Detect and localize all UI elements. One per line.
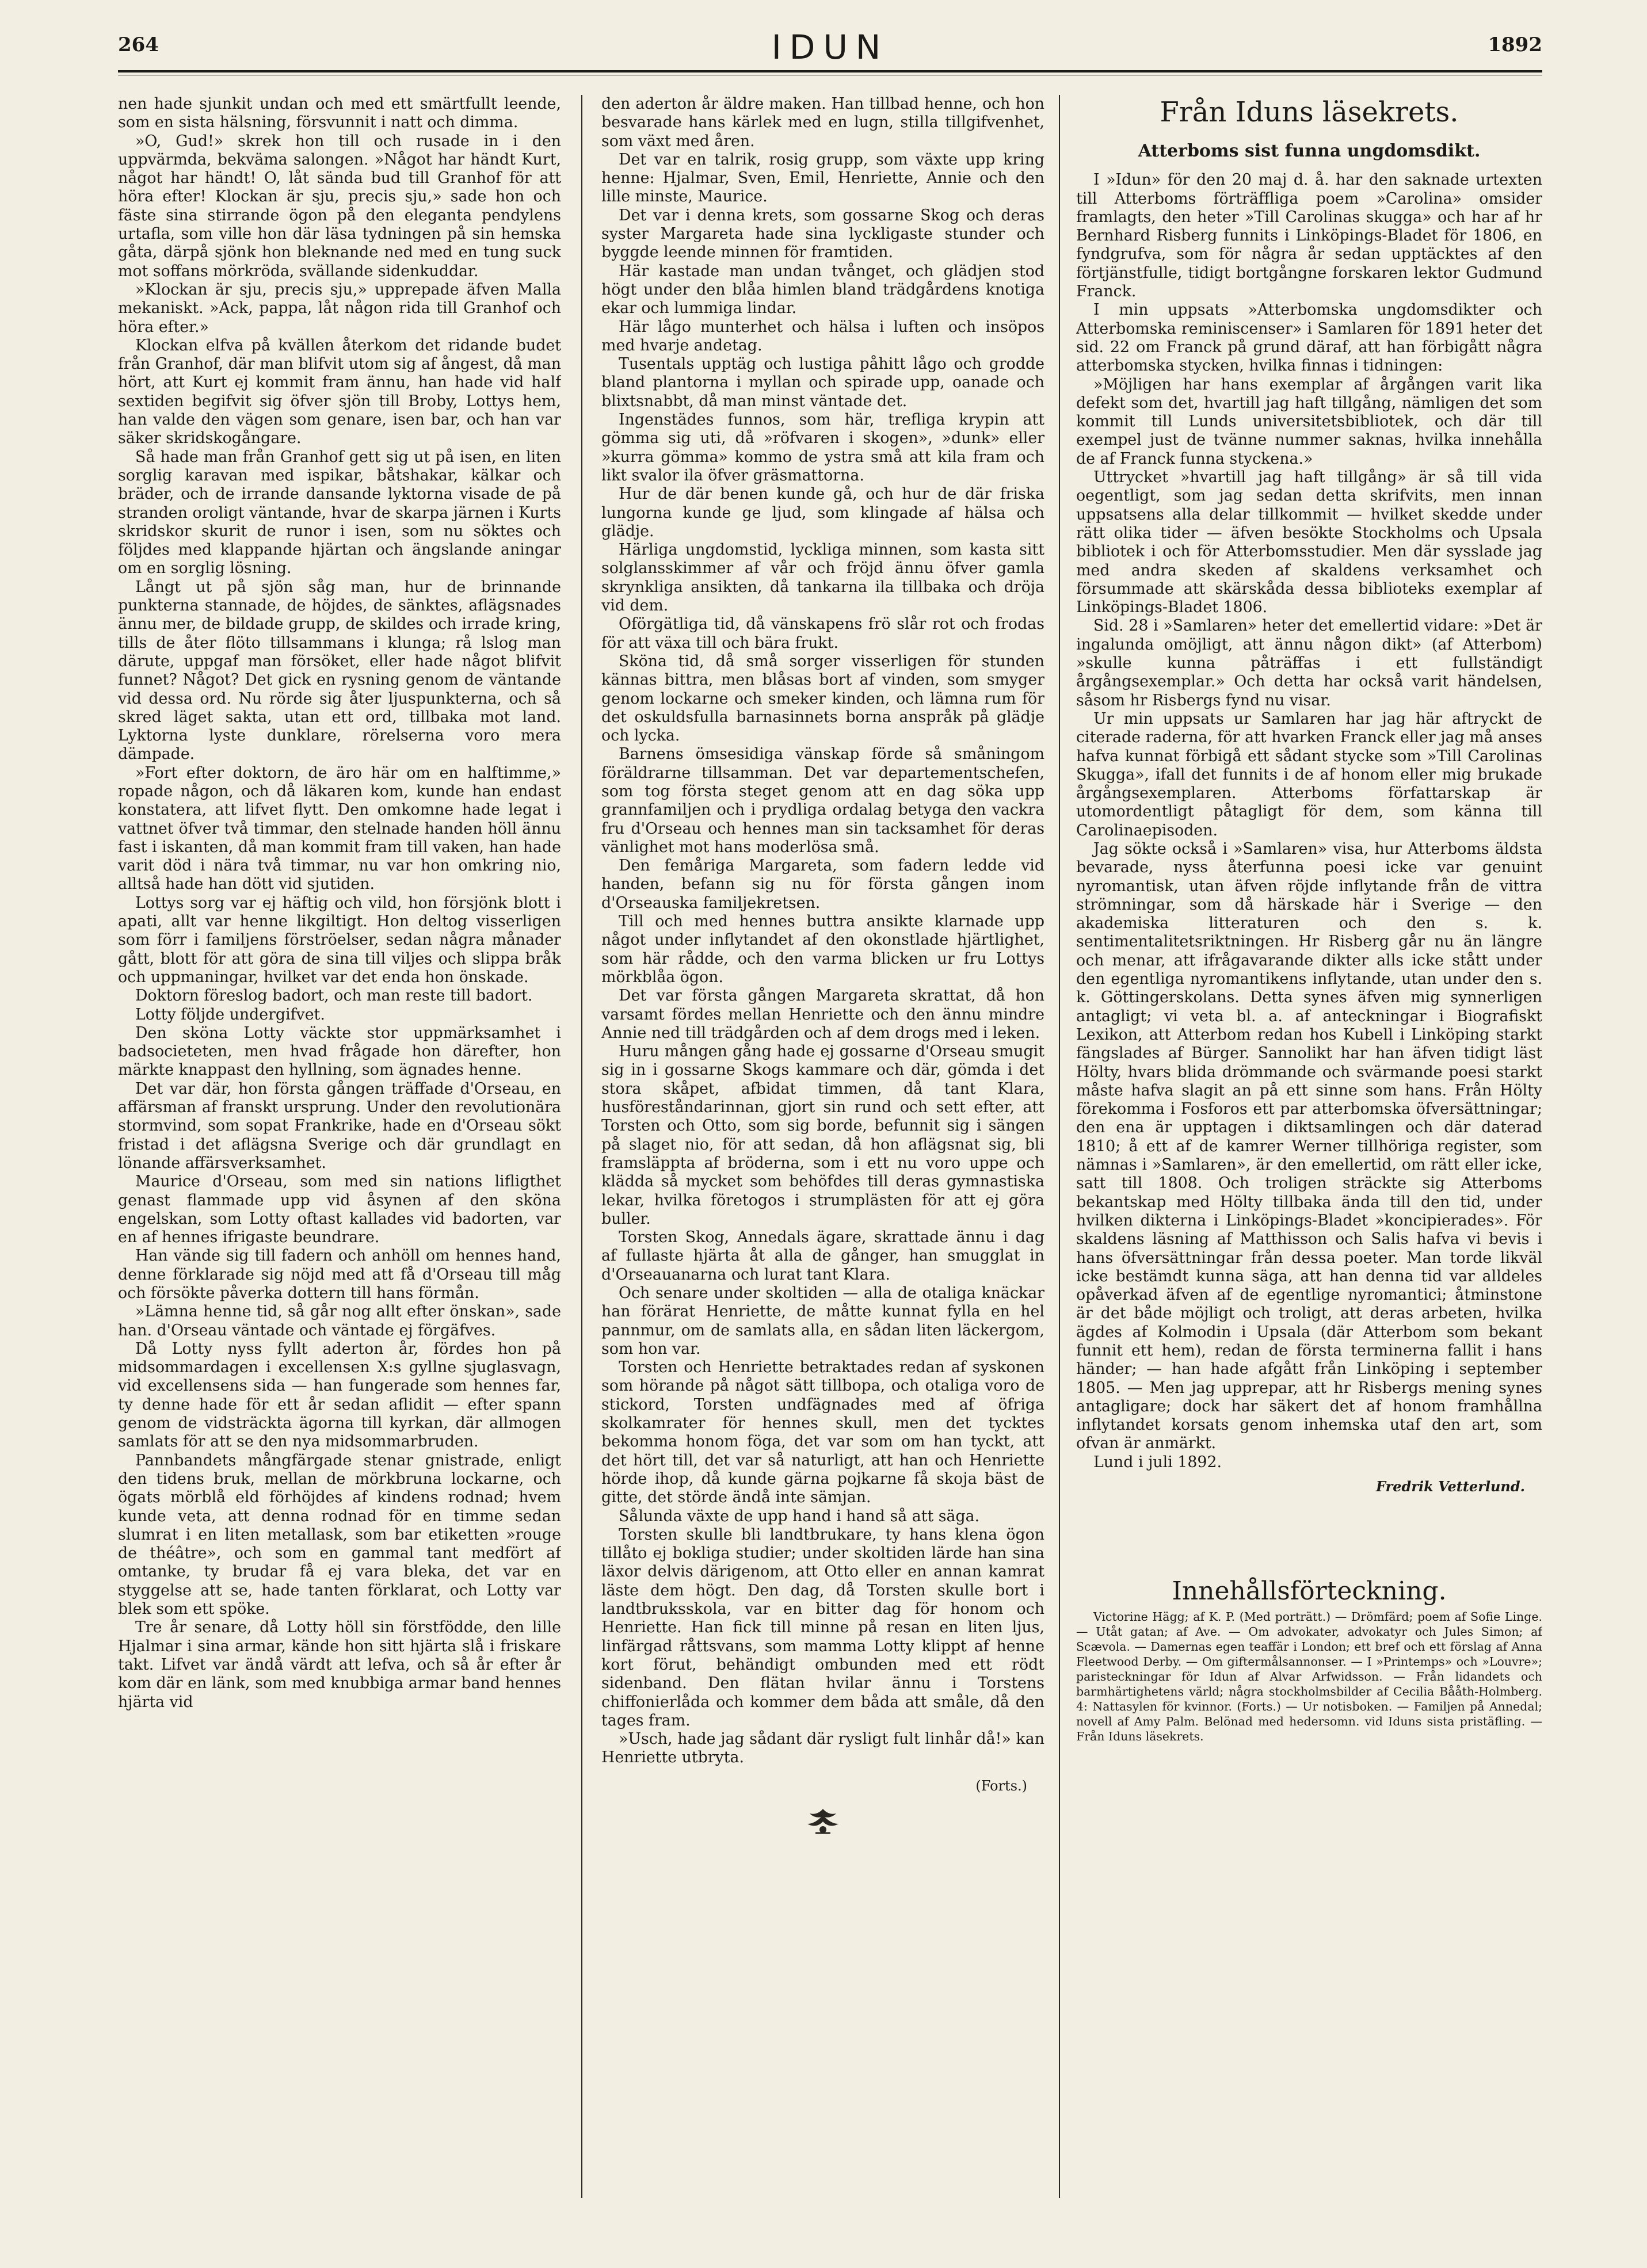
continued-note: (Forts.) — [975, 1777, 1027, 1794]
story-column-2-text — [601, 95, 1044, 1767]
paragraph: Det var där, hon första gången träffade d'Orseau, en affärsman af franskt ursprung. Under den revolutionära stormvind, som sopat Frankrike, hade en d'Orseau sökt fristad i det aflägsna Sverige och där grundlagt en lönande affärsverksamhet. — [118, 1079, 561, 1172]
paragraph: Jag sökte också i »Samlaren» visa, hur Atterboms äldsta bevarade, nyss återfunna poesi icke var genuint nyromantisk, utan äfven röjde inflytande från de vittra strömningar, som då härskade här i Sverige — den akademiska litteraturen och den s. k. sentimentalitetsriktningen. Hr Risberg går nu än längre och menar, att ifrågavarande dikter alls icke stått under den egentliga nyromantikens inflytande, utan under den s. k. Göttingerskolans. Detta synes äfven mig synnerligen antagligt; vi veta bl. a. af anteckningar i Biografiskt Lexikon, att Atterbom redan hos Kubell i Linköping starkt fängslades af Bürger. Sannolikt har han äfven tidigt läst Hölty, hvars blida drömmande och svärmande poesi starkt måste hafva slagit an på ett sinne som hans. Från Hölty förekomma i Fosforos ett par atterbomska öfversättningar; den ena är upptagen i diktsamlingen och där daterad 1810; å ett af de kamrer Werner tillhöriga register, som nämnas i »Samlaren», är den emellertid, om rätt eller icke, satt till 1808. Och troligen sträckte sig Atterboms bekantskap med Hölty tillbaka ända till den tid, under hvilken dikterna i Linköpings-Bladet »koncipierades». För skaldens läsning af Matthisson och Salis hafva vi bevis i hans öfversättningar från dessa poeter. Man torde likväl icke bestämdt kunna säga, att han denna tid var alldeles opåverkad äfven af de egentlige nyromantici; åtminstone är det både möjligt och troligt, att deras arbeten, hvilka ägdes af Kolmodin i Upsala (där Atterbom som bekant funnit ett hem), redan de första terminerna fallit i hans händer; — han hade afgått från Linköping i september 1805. — Men jag upprepar, att hr Risbergs mening synes antagligare; dock har säkert det af honom framhållna inflytandet korsats genom inhemska utaf den art, som ofvan är anmärkt. — [1076, 839, 1542, 1453]
paragraph: nen hade sjunkit undan och med ett smärtfullt leende, som en sista hälsning, försvunnit i natt och dimma. — [118, 95, 561, 132]
paragraph: Maurice d'Orseau, som med sin nations lifligthet genast flammade upp vid åsynen af den sköna engelskan, som Lotty oftast kallades vid badorten, var en af hennes ifrigaste beundrare. — [118, 1173, 561, 1247]
paragraph: Tre år senare, då Lotty höll sin förstfödde, den lille Hjalmar i sina armar, kände hon sitt hjärta slå i friskare takt. Lifvet var ändå värdt att lefva, och så år efter år kom där en länk, som med knubbiga armar band hennes hjärta vid — [118, 1618, 561, 1711]
paragraph: Pannbandets mångfärgade stenar gnistrade, enligt den tidens bruk, mellan de mörkbruna lockarne, och ögats mörblå eld förhöjdes af kindens rodnad; hvem kunde veta, att denna rodnad för en timme sedan slumrat i en liten metallask, som bar etiketten »rouge de théâtre», och som en gammal tant medfört af omtanke, ty brudar få ej vara bleka, det var en styggelse att se, hade tanten förklarat, och Lotty var blek som ett spöke. — [118, 1451, 561, 1618]
author-signature: Fredrik Vetterlund. — [1376, 1478, 1525, 1495]
paragraph: Tusentals upptäg och lustiga påhitt lågo och grodde bland plantorna i myllan och spirade upp, oanade och blixtsnabbt, då man minst väntade det. — [601, 355, 1044, 410]
paragraph: Härliga ungdomstid, lyckliga minnen, som kasta sitt solglansskimmer af vår och fröjd ännu öfver gamla skrynkliga ansikten, då tankarna ila tillbaka och dröja vid dem. — [601, 541, 1044, 615]
paragraph: Oförgätliga tid, då vänskapens frö slår rot och frodas för att växa till och bära frukt. — [601, 615, 1044, 652]
paragraph: Det var första gången Margareta skrattat, då hon varsamt fördes mellan Henriette och den ännu mindre Annie ned till trädgården och af dem drogs med i leken. — [601, 987, 1044, 1042]
paragraph: Till och med hennes buttra ansikte klarnade upp något under inflytandet af den okonstlade hjärtlighet, som här rådde, och den varma blicken ur fru Lottys mörkblåa ögon. — [601, 912, 1044, 986]
paragraph: Det var en talrik, rosig grupp, som växte upp kring henne: Hjalmar, Sven, Emil, Henriette, Annie och den lille minste, Maurice. — [601, 150, 1044, 206]
paragraph: Torsten och Henriette betraktades redan af syskonen som hörande på något sätt tillbopa, och otaliga voro de stickord, Torsten undfägnades med af öfriga skolkamrater för hennes skull, men det tycktes bekomma honom föga, det var som om han tyckt, att det hört till, det var så naturligt, att han och Henriette hörde ihop, då kunde gärna pojkarne få skoja bäst de gitte, det störde ändå inte sämjan. — [601, 1358, 1044, 1507]
paragraph: »Möjligen har hans exemplar af årgången varit lika defekt som det, hvartill jag haft tillgång, nämligen det som kommit till Lunds universitetsbibliotek, och där till exempel just de tvänne nummer saknas, hvilka innehålla de af Franck funna styckena.» — [1076, 375, 1542, 468]
paragraph: Klockan elfva på kvällen återkom det ridande budet från Granhof, där man blifvit utom sig af ångest, då man hört, att Kurt ej kommit fram ännu, han hade vid half sextiden begifvit sig öfver sjön till Broby, Lottys hem, han valde den vägen som genare, isen bar, och han var säker skridskogångare. — [118, 336, 561, 448]
paragraph: Långt ut på sjön såg man, hur de brinnande punkterna stannade, de höjdes, de sänktes, aflägsnades ännu mer, de bildade grupp, de skildes och irrade kring, tills de åter flöto tillsammans i klunga; rå lslog man därute, uppgaf man försöket, eller hade något blifvit funnet? Något? Det gick en rysning genom de väntande vid dessa ord. Nu rörde sig åter ljuspunkterna, och så skred läget sakta, utan ett ord, tillbaka mot land. Lyktorna lyste dunklare, rörelserna voro mera dämpade. — [118, 578, 561, 763]
issue-year: 1892 — [1488, 33, 1542, 56]
paragraph: Sid. 28 i »Samlaren» heter det emellertid vidare: »Det är ingalunda omöjligt, att ännu någon dikt» (af Atterbom) »skulle kunna påträffas i ett fullständigt årgångsexemplar.» Och detta har också varit händelsen, såsom hr Risbergs fynd nu visar. — [1076, 617, 1542, 709]
paragraph: Doktorn föreslog badort, och man reste till badort. — [135, 987, 533, 1005]
paragraph: Uttrycket »hvartill jag haft tillgång» är så till vida oegentligt, som jag sedan detta skrifvits, men innan uppsatsens alla delar tillkommit — hvilket skedde under rätt olika tider — äfven besökte Stockholms och Upsala bibliotek i och för Atterbomsstudier. Men där sysslade jag med andra skeden af skaldens verksamhet och försummade att skärskåda dessa biblioteks exemplar af Linköpings-Bladet 1806. — [1076, 468, 1542, 617]
paragraph: Här kastade man undan tvånget, och glädjen stod högt under den blåa himlen bland trädgårdens knotiga ekar och lummiga lindar. — [601, 262, 1044, 318]
paragraph: Sköna tid, då små sorger visserligen för stunden kännas bittra, men blåsas bort af vinden, som smyger genom lockarne och smeker kinden, och lämna rum för det oskuldsfulla barnasinnets borna anspråk på glädje och lycka. — [601, 652, 1044, 745]
paragraph: Barnens ömsesidiga vänskap förde så småningom föräldrarne tillsamman. Det var departementschefen, som tog första steget genom att en dag söka upp grannfamiljen och i prydliga ordalag betyga den vackra fru d'Orseau och hennes man sin tacksamhet för deras vänlighet mot hans moderlösa små. — [601, 745, 1044, 856]
masthead-title: IDUN — [771, 28, 889, 67]
paragraph: »Klockan är sju, precis sju,» upprepade äfven Malla mekaniskt. »Ack, pappa, låt någon rida till Granhof och höra efter.» — [118, 280, 561, 336]
paragraph: Då Lotty nyss fyllt aderton år, fördes hon på midsommardagen i excellensen X:s gyllne sjuglasvagn, vid excellensens sida — han fungerade som hennes far, ty denne hade för ett år sedan aflidit — efter spann genom de vidsträckta ägorna till kyrkan, där allmogen samlats för att se den nya midsommarbruden. — [118, 1339, 561, 1451]
page-number: 264 — [118, 33, 159, 56]
column-divider — [1059, 95, 1060, 2198]
paragraph: Ingenstädes funnos, som här, trefliga krypin att gömma sig uti, då »röfvaren i skogen», »dunk» eller »kurra gömma» kommo de ystra små att kila fram och likt svalor ila öfver gräsmattorna. — [601, 411, 1044, 484]
ornament-icon — [803, 1807, 843, 1836]
column-divider — [581, 95, 582, 2198]
paragraph: »Usch, hade jag sådant där rysligt fult linhår då!» kan Henriette utbryta. — [601, 1730, 1044, 1767]
story-column-1 — [118, 95, 561, 2241]
paragraph: den aderton år äldre maken. Han tillbad henne, och hon besvarade hans kärlek med en lugn, stilla tillgifvenhet, som växt med åren. — [601, 95, 1044, 150]
paragraph: »Fort efter doktorn, de äro här om en halftimme,» ropade någon, och då läkaren kom, kunde han endast konstatera, att lifvet flytt. Den omkomne hade legat i vattnet öfver två timmar, den stelnade handen höll ännu fast i iskanten, då man kommit fram till vaken, han hade varit död i nära två timmar, nu var hon omkring nio, alltså hade han dött vid sjutiden. — [118, 763, 561, 894]
paragraph: Sålunda växte de upp hand i hand så att säga. — [619, 1507, 980, 1525]
section-title: Från Iduns läsekrets. — [1160, 96, 1459, 128]
paragraph: Lotty följde undergifvet. — [135, 1005, 325, 1024]
paragraph: I »Idun» för den 20 maj d. å. har den saknade urtexten till Atterboms förträffliga poem »Carolina» omsider framlagts, den heter »Till Carolinas skugga» och har af hr Bernhard Risberg funnits i Linköpings-Bladet för 1806, en fyndgrufva, som för några år sedan upptäcktes af den förtjänstfulle, tidigt bortgångne forskaren lektor Gudmund Franck. — [1076, 171, 1542, 301]
paragraph: Här lågo munterhet och hälsa i luften och insöpos med hvarje andetag. — [601, 318, 1044, 354]
paragraph: Ur min uppsats ur Samlaren har jag här aftryckt de citerade raderna, för att hvarken Franck eller jag må anses hafva kunnat förbigå ett sådant stycke som »Till Carolinas Skugga», ifall det funnits i de af honom eller mig brukade årgångsexemplaren. Atterboms författarskap är utomordentligt påtagligt för dem, som känna till Carolinaepisoden. — [1076, 709, 1542, 839]
page-header — [118, 28, 1542, 67]
paragraph: Så hade man från Granhof gett sig ut på isen, en liten sorglig karavan med ispikar, båtshakar, kälkar och bräder, och de irrande dansande lyktorna visade de på stranden oroligt väntande, hvar de skarpa järnen i Kurts skridskor skurit de runor i isen, som nu söktes och följdes med klappande hjärtan och ängslande aningar om en sorglig lösning. — [118, 448, 561, 578]
paragraph: Huru mången gång hade ej gossarne d'Orseau smugit sig in i gossarne Skogs kammare och där, gömda i det stora skåpet, afbidat timmen, då tant Klara, husföreståndarinnan, gjort sin rund och sett efter, att Torsten och Otto, som sig borde, befunnit sig i sängen på slaget nio, för att sedan, då hon aflägsnat sig, bli framsläppta af bröderna, som i ett nu voro uppe och klädda så mycket som behöfdes till deras gymnastiska lekar, hvilka företogos i strumplästen för att ej göra buller. — [601, 1043, 1044, 1228]
paragraph: Den sköna Lotty väckte stor uppmärksamhet i badsocieteten, men hvad frågade hon därefter, hon märkte knappast den hyllning, som ägnades henne. — [118, 1024, 561, 1079]
paragraph: Hur de där benen kunde gå, och hur de där friska lungorna kunde ge ljud, som klingade af hälsa och glädje. — [601, 485, 1044, 540]
toc-text: Victorine Hägg; af K. P. (Med porträtt.) — Drömfärd; poem af Sofie Linge. — Utåt gatan; af Ave. — Om advokater, advokatyr och Jules Simon; af Scævola. — Damernas egen teaffär i London; ett bref och ett förslag af Anna Fleetwood Derby. — Om giftermålsannonser. — I »Printemps» och »Louvre»; paristeckningar för Idun af Alvar Arfwidsson. — Från lidandets och barmhärtighetens värld; några stockholmsbilder af Cecilia Bååth-Holmberg. 4: Nattasylen för kvinnor. (Forts.) — Ur notisboken. — Familjen på Annedal; novell af Amy Palm. Belönad med hedersomn. vid Iduns sista pristäfling. — Från Iduns läsekrets. — [1076, 1609, 1542, 1743]
section-subtitle: Atterboms sist funna ungdomsdikt. — [1138, 141, 1481, 161]
paragraph: Det var i denna krets, som gossarne Skog och deras syster Margareta hade sina lyckligaste stunder och byggde leende minnen för framtiden. — [601, 206, 1044, 262]
dateline: Lund i juli 1892. — [1093, 1453, 1222, 1471]
story-column-2 — [601, 95, 1044, 2241]
paragraph: Han vände sig till fadern och anhöll om hennes hand, denne förklarade sig nöjd med att få d'Orseau till måg och försökte påverka dottern till hans förmån. — [118, 1247, 561, 1302]
toc-title: Innehållsförteckning. — [1172, 1576, 1447, 1606]
paragraph: I min uppsats »Atterbomska ungdomsdikter och Atterbomska reminiscenser» i Samlaren för 1891 heter det sid. 22 om Franck på grund däraf, att han förbigått några atterbomska stycken, hvilka finnas i tidningen: — [1076, 301, 1542, 375]
paragraph: Lottys sorg var ej häftig och vild, hon försjönk blott i apati, allt var henne likgiltigt. Hon deltog visserligen som förr i familjens förströelser, sedan några månader gått, blott för att göra de sina till viljes och slippa bråk och uppmaningar, hvilket var det enda hon önskade. — [118, 894, 561, 986]
paragraph: Och senare under skoltiden — alla de otaliga knäckar han förärat Henriette, de måtte kunnat fylla en hel pannmur, om de samlats alla, en sådan liten läckergom, som hon var. — [601, 1284, 1044, 1358]
paragraph: Torsten Skog, Annedals ägare, skrattade ännu i dag af fullaste hjärta åt alla de gånger, han smugglat in d'Orseauanarna och lurat tant Klara. — [601, 1228, 1044, 1284]
header-rule-thick — [118, 70, 1542, 72]
paragraph: »O, Gud!» skrek hon till och rusade in i den uppvärmda, bekväma salongen. »Något har händt Kurt, något har händt! O, låt sända bud till Granhof för att höra efter! Klockan är sju, precis sju,» sade hon och fäste sina stirrande ögon på den eleganta pendylens urtafla, som ville hon där läsa tydningen på sin hemska gåta, därpå sjönk hon bleknande ned med en tung suck mot soffans mörkröda, svällande sidenkuddar. — [118, 132, 561, 280]
paragraph: Den femåriga Margareta, som fadern ledde vid handen, befann sig nu för första gången inom d'Orseauska familjekretsen. — [601, 857, 1044, 912]
paragraph: Torsten skulle bli landtbrukare, ty hans klena ögon tillåto ej bokliga studier; under skoltiden lärde han sina läxor delvis därigenom, att Otto eller en annan kamrat läste dem högt. Den dag, då Torsten skulle bort i landtbruksskola, var en bitter dag för honom och Henriette. Han fick till minne på resan en liten ljus, linfärgad råttsvans, som mamma Lotty klippt af henne kort förut, behändigt ombunden med ett rödt sidenband. Den flätan hvilar ännu i Torstens chiffonierlåda och kommer dem båda att småle, då den tages fram. — [601, 1525, 1044, 1729]
reader-column — [1076, 95, 1542, 2241]
paragraph: »Lämna henne tid, så går nog allt efter önskan», sade han. d'Orseau väntade och väntade ej förgäfves. — [118, 1303, 561, 1339]
